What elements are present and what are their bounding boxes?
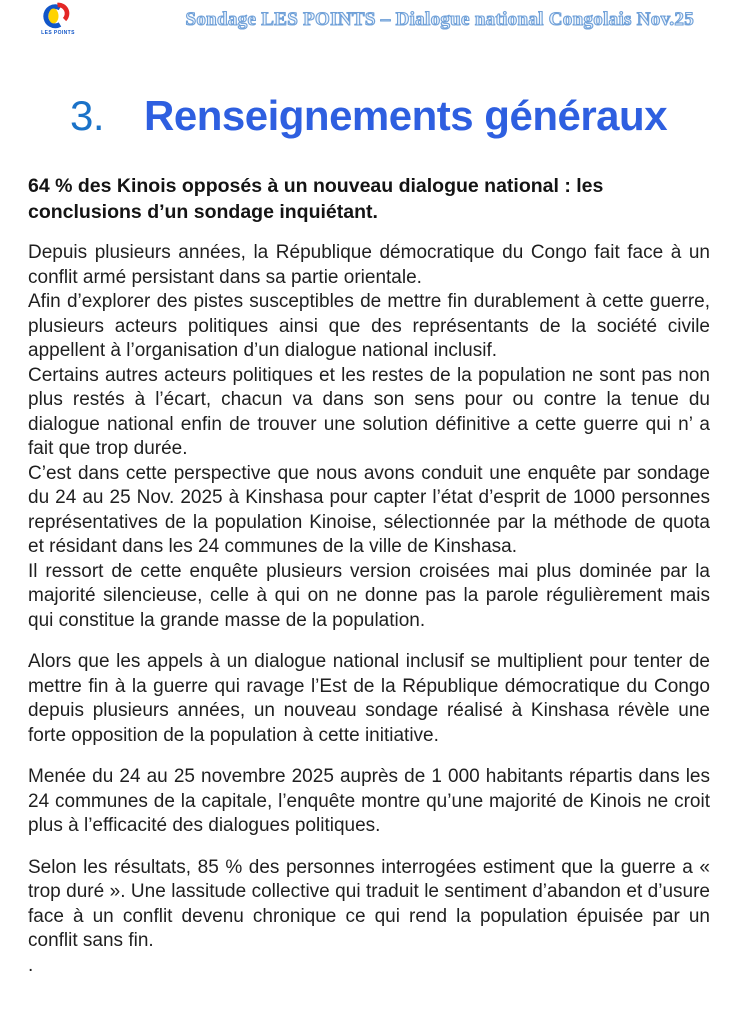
article-body	[28, 174, 710, 978]
paragraph-7: Menée du 24 au 25 novembre 2025 auprès de 1 000 habitants répartis dans les 24 communes de la capitale, l’enquête montre qu’une majorité de Kinois ne croit plus à l’efficacité des dialogues politiques.	[28, 766, 710, 836]
paragraph-1: Depuis plusieurs années, la République démocratique du Congo fait face à un conflit armé persistant dans sa partie orientale.	[28, 242, 710, 288]
paragraph-9: .	[28, 954, 34, 976]
page-header	[36, 2, 694, 36]
paragraph-6: Alors que les appels à un dialogue national inclusif se multiplient pour tenter de mettre fin à la guerre qui ravage l’Est de la République démocratique du Congo depuis plusieurs années, un nouveau sondage réalisé à Kinshasa révèle une forte opposition de la population à cette initiative.	[28, 651, 710, 746]
logo-caption: LES POINTS	[41, 30, 75, 36]
header-title: Sondage LES POINTS – Dialogue national Congolais Nov.25	[185, 9, 694, 30]
article-subheading: 64 % des Kinois opposés à un nouveau dialogue national : les conclusions d’un sondage inquiétant.	[28, 175, 604, 223]
paragraph-2: Afin d’explorer des pistes susceptibles de mettre fin durablement à cette guerre, plusieurs acteurs politiques ainsi que des représentants de la société civile appellent à l’organisation d’un dialogue national inclusif.	[28, 291, 710, 361]
paragraph-4: C’est dans cette perspective que nous avons conduit une enquête par sondage du 24 au 25 Nov. 2025 à Kinshasa pour capter l’état d’esprit de 1000 personnes représentatives de la population Kinoise, sélectionnée par la méthode de quota et résidant dans les 24 communes de la ville de Kinshasa.	[28, 462, 710, 557]
les-points-logo-icon	[37, 2, 79, 30]
section-number: 3.	[70, 92, 105, 139]
paragraph-5: Il ressort de cette enquête plusieurs version croisées mai plus dominée par la majorité silencieuse, celle à qui on ne donne pas la parole régulièrement mais qui constitue la grande masse de la population.	[28, 560, 710, 631]
section-title: Renseignements généraux	[144, 92, 668, 139]
section-heading	[70, 90, 667, 142]
paragraph-8: Selon les résultats, 85 % des personnes interrogées estiment que la guerre a « trop duré ». Une lassitude collective qui traduit le sentiment d’abandon et d’usure face à un conflit devenu chronique ce qui rend la population épuisée par un conflit sans fin.	[28, 856, 710, 951]
paragraph-3: Certains autres acteurs politiques et les restes de la population ne sont pas non plus restés à l’écart, chacun va dans son sens pour ou contre la tenue du dialogue national enfin de trouver une solution définitive a cette guerre qui n’ a fait que trop durée.	[28, 364, 710, 459]
les-points-logo	[36, 2, 80, 36]
